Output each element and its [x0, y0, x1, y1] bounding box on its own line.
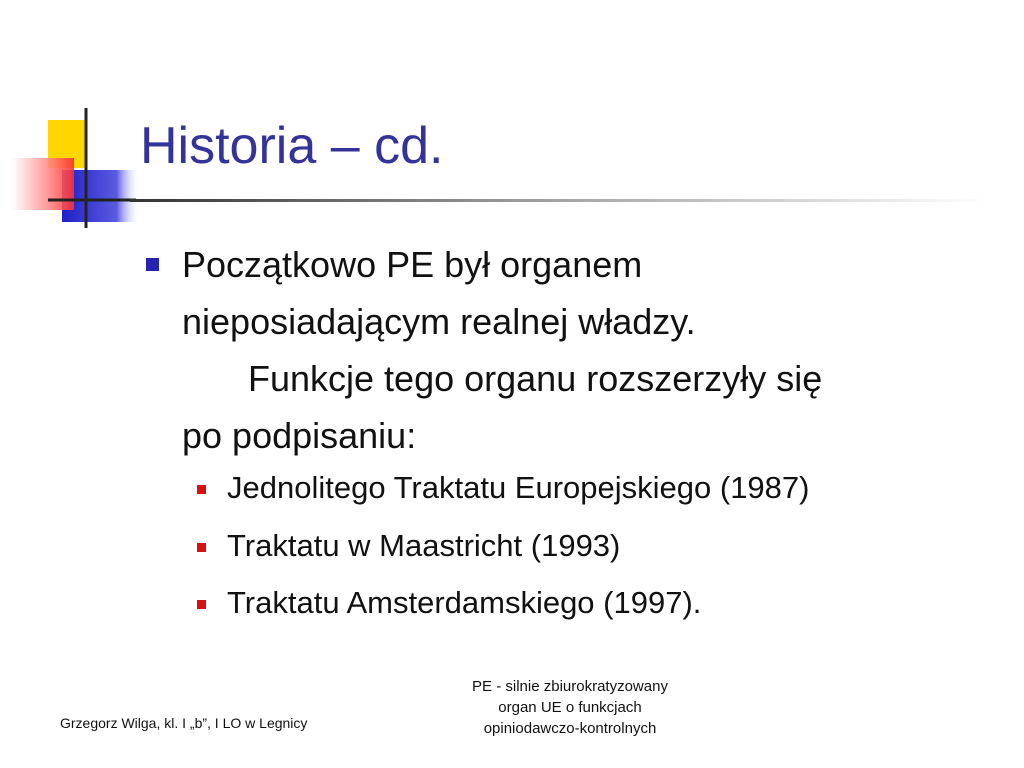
footer-note — [420, 676, 720, 739]
sub-bullet-square-icon — [197, 600, 206, 609]
sub-bullet-item: Traktatu w Maastricht (1993) — [227, 528, 621, 563]
sub-bullet-item: Jednolitego Traktatu Europejskiego (1987) — [227, 470, 810, 505]
bullet-line: Początkowo PE był organem — [182, 244, 643, 285]
main-bullet-text — [182, 236, 982, 464]
sub-bullet-square-icon — [197, 543, 206, 552]
footer-note-line: organ UE o funkcjach — [498, 699, 642, 716]
bullet-line: po podpisaniu: — [182, 415, 417, 456]
sub-bullet-square-icon — [197, 485, 206, 494]
bullet-line: nieposiadającym realnej władzy. — [182, 301, 696, 342]
footer-note-line: PE - silnie zbiurokratyzowany — [472, 678, 668, 695]
bullet-square-icon — [146, 258, 159, 271]
slide-title: Historia – cd. — [140, 117, 444, 175]
footer-note-line: opiniodawczo-kontrolnych — [483, 720, 657, 737]
footer-author: Grzegorz Wilga, kl. I „b”, I LO w Legnicy — [60, 715, 308, 731]
bullet-line: Funkcje tego organu rozszerzyły się — [248, 358, 823, 399]
sub-bullet-item: Traktatu Amsterdamskiego (1997). — [227, 585, 702, 620]
